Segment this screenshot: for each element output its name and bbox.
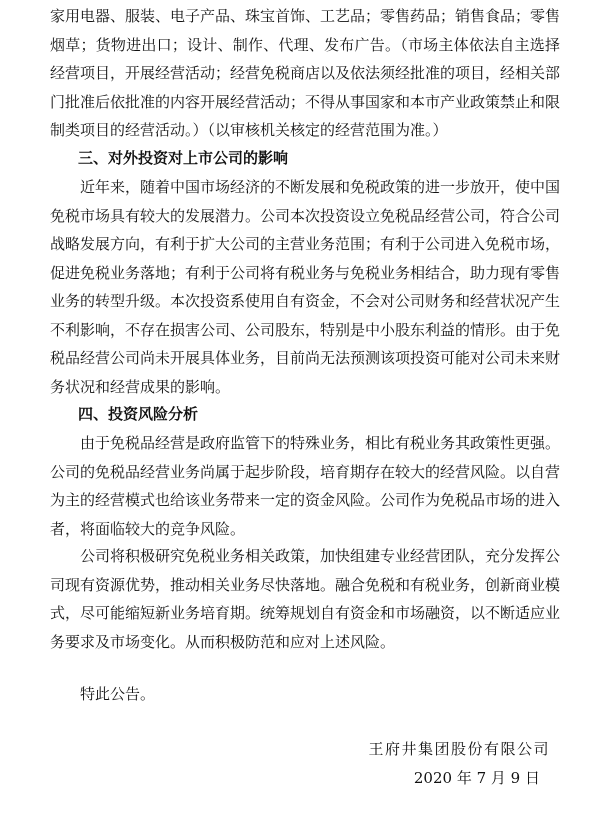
- announcement-date: 2020 年 7 月 9 日: [413, 769, 540, 787]
- company-signature: 王府井集团股份有限公司: [368, 740, 550, 758]
- section4-paragraph-1: 由于免税品经营是政府监管下的特殊业务，相比有税业务其政策性更强。公司的免税品经营业务尚属于起步阶段，培育期存在较大的经营风险。以自营为主的经营模式也给该业务带来一定的资金风险。公司作为免税品市场的进入者，将面临较大的竞争风险。: [50, 434, 561, 538]
- closing-statement: 特此公告。: [80, 685, 156, 703]
- business-scope-paragraph: 家用电器、服装、电子产品、珠宝首饰、工艺品；零售药品；销售食品；零售烟草；货物进出口；设计、制作、代理、发布广告。（市场主体依法自主选择经营项目，开展经营活动；经营免税商店以及依法须经批准的项目，经相关部门批准后依批准的内容开展经营活动；不得从事国家和本市产业政策禁止和限制类项目的经营活动。）（以审核机关核定的经营范围为准。）: [50, 7, 561, 139]
- section4-heading: 四、投资风险分析: [78, 405, 199, 423]
- section3-paragraph: 近年来，随着中国市场经济的不断发展和免税政策的进一步放开，使中国免税市场具有较大的发展潜力。公司本次投资设立免税品经营公司，符合公司战略发展方向，有利于扩大公司的主营业务范围；有利于公司进入免税市场，促进免税业务落地；有利于公司将有税业务与免税业务相结合，助力现有零售业务的转型升级。本次投资系使用自有资金，不会对公司财务和经营状况产生不利影响，不存在损害公司、公司股东，特别是中小股东利益的情形。由于免税品经营公司尚未开展具体业务，目前尚无法预测该项投资可能对公司未来财务状况和经营成果的影响。: [50, 178, 561, 396]
- section4-paragraph-2: 公司将积极研究免税业务相关政策，加快组建专业经营团队，充分发挥公司现有资源优势，推动相关业务尽快落地。融合免税和有税业务，创新商业模式，尽可能缩短新业务培育期。统筹规划自有资金和市场融资，以不断适应业务要求及市场变化。从而积极防范和应对上述风险。: [50, 547, 561, 651]
- section3-heading: 三、对外投资对上市公司的影响: [78, 149, 289, 167]
